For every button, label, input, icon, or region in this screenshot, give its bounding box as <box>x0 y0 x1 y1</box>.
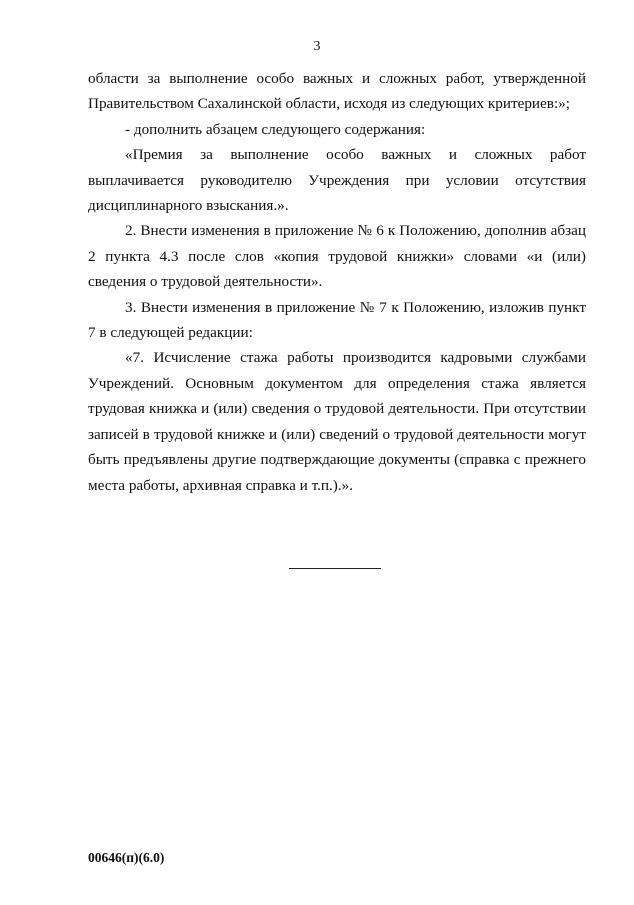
end-separator-line <box>289 568 381 569</box>
paragraph-item-3: 3. Внести изменения в приложение № 7 к Положению, изложив пункт 7 в следующей редакции: <box>88 298 586 342</box>
paragraph-supplement-instruction: - дополнить абзацем следующего содержания: <box>125 120 426 138</box>
document-code: 00646(п)(6.0) <box>88 850 165 865</box>
document-body <box>88 66 586 498</box>
paragraph-item-7-quote: «7. Исчисление стажа работы производится кадровыми службами Учреждений. Основным документом для определения стажа является трудовая книжка и (или) сведения о трудовой деятельности. При отсутствии записей в трудовой книжке и (или) сведений о трудовой деятельности могут быть предъявлены другие подтверждающие документы (справка с прежнего места работы, архивная справка и т.п.).». <box>88 349 586 494</box>
paragraph-bonus-quote: «Премия за выполнение особо важных и сложных работ выплачивается руководителю Учреждения при условии отсутствия дисциплинарного взыскания.». <box>88 146 586 215</box>
paragraph-continuation: области за выполнение особо важных и сложных работ, утвержденной Правительством Сахалинской области, исходя из следующих критериев:»; <box>88 70 586 113</box>
page-number: 3 <box>313 39 321 54</box>
paragraph-item-2: 2. Внести изменения в приложение № 6 к Положению, дополнив абзац 2 пункта 4.3 после слов «копия трудовой книжки» словами «и (или) сведения о трудовой деятельности». <box>88 222 586 291</box>
